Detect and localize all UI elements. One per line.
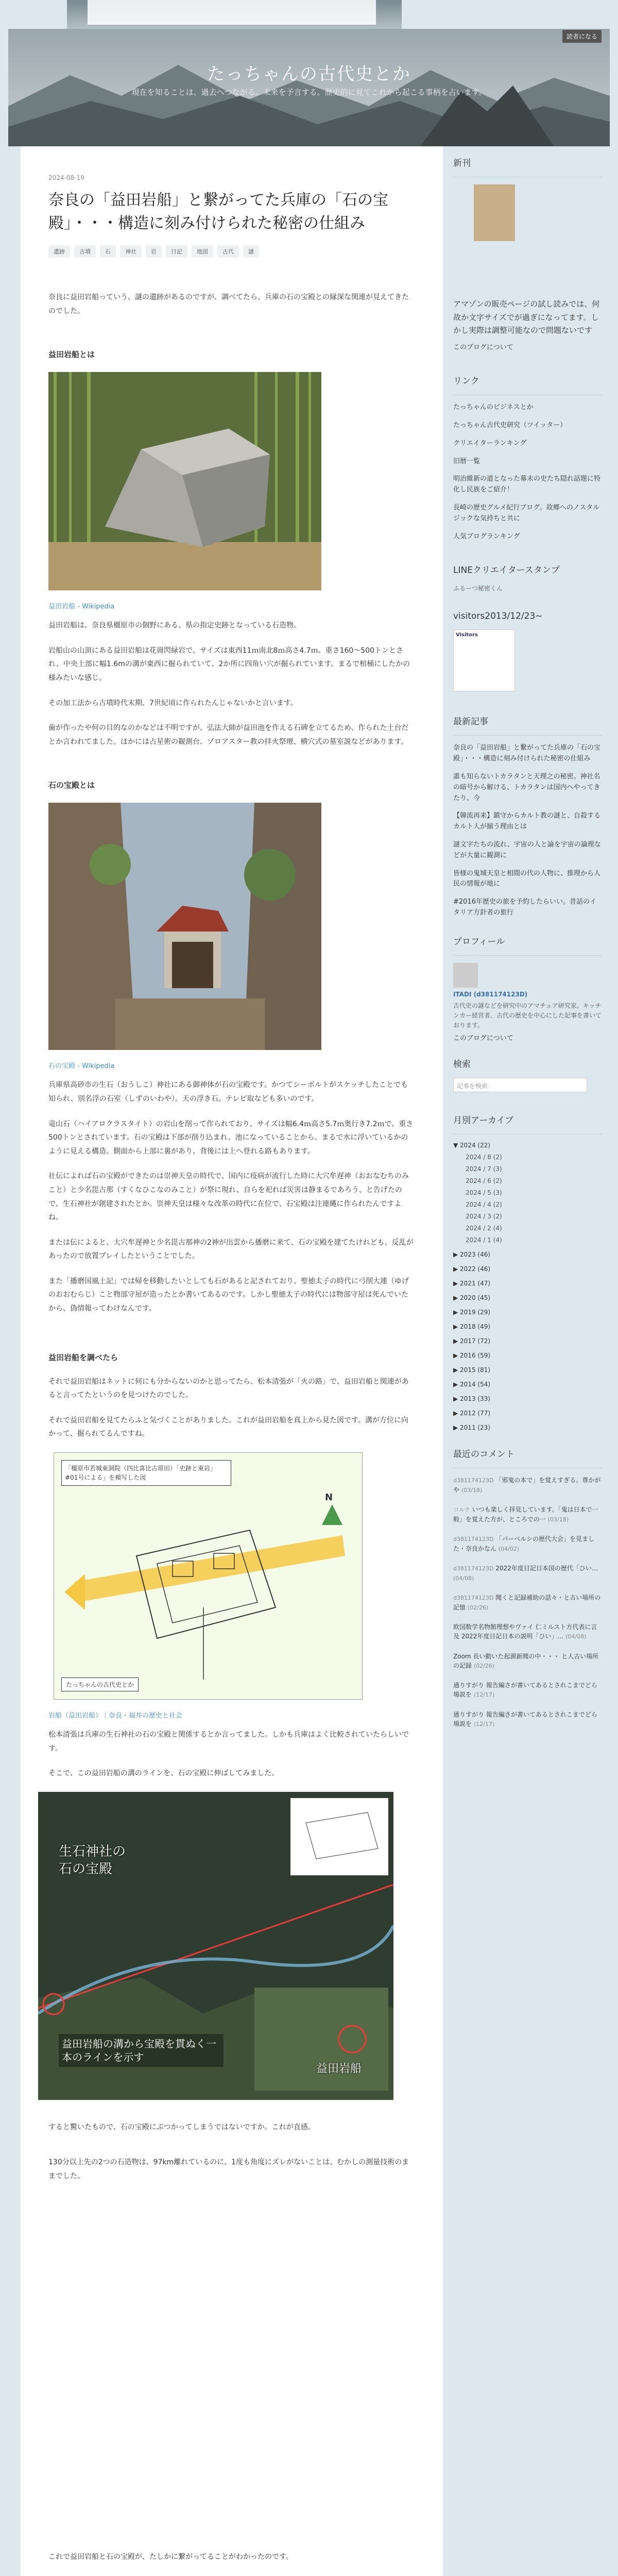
- archive-year-label: 2020 (45): [460, 1294, 491, 1302]
- tag[interactable]: 神社: [120, 245, 142, 258]
- paragraph: そこで、この益田岩船の溝のラインを、石の宝殿に伸ばしてみました。: [48, 1769, 279, 1778]
- comment-author: d381174123D: [453, 1565, 494, 1572]
- sidebar-link[interactable]: たっちゃん古代史研究（ツイッター）: [453, 421, 567, 430]
- sidebar-link[interactable]: 旧暦一覧: [453, 457, 480, 465]
- paragraph: これで益田岩船と石の宝殿が、たしかに繋がってることがわかったのです。: [48, 2552, 293, 2561]
- article-date: 2024-08-19: [48, 174, 84, 181]
- comment-date: (02/26): [473, 1662, 495, 1669]
- comment-author: d381174123D: [453, 1595, 494, 1602]
- archive-year[interactable]: ▶ 2018 (49): [453, 1323, 491, 1331]
- comment-author: コルク: [453, 1506, 470, 1514]
- visitor-counter-widget: [453, 630, 515, 691]
- amazon-note: アマゾンの販売ページの試し読みでは、何故か文字サイズでが過ぎになってます。しかし実際は調整可能なので問題ないです: [453, 299, 600, 335]
- comment-date: (04/08): [565, 1633, 587, 1640]
- sidebar-heading: 月別アーカイブ: [453, 1115, 514, 1126]
- paragraph: 兵庫県高砂市の生石（おうしこ）神社にある御神体が石の宝殿です。かつてシーボルトがスケッチしたことでも知られ、別名浮の石室（しずのいわや）。天の浮き石。テレビ取なども多いのです。: [48, 1081, 408, 1103]
- sidebar-heading: 最新記事: [453, 717, 488, 727]
- site-title[interactable]: たっちゃんの古代史とか: [207, 64, 411, 84]
- archive-year[interactable]: ▶ 2020 (45): [453, 1294, 491, 1302]
- previous-image-sliver: [67, 0, 402, 31]
- section-heading: 益田岩船を調べたら: [48, 1352, 118, 1362]
- archive-year-label: 2024 (22): [460, 1142, 491, 1149]
- comment-date: (03/18): [461, 1486, 483, 1494]
- archive-year[interactable]: ▶ 2013 (33): [453, 1395, 491, 1403]
- comment-text: 通りすがり 報告編さが書いてあるとされこまでどら場説を: [453, 1710, 597, 1727]
- archive-year-label: 2014 (54): [460, 1381, 491, 1388]
- sidebar-heading: 最近のコメント: [453, 1449, 514, 1460]
- diagram-label: 「橿原市若城東洞院（四比喜比古原田）「史跡と東岩」#01号による」を模写した図: [61, 1460, 231, 1486]
- recent-post-link[interactable]: 奈良の「益田岩船」と繋がってた兵庫の「石の宝殿」・・・構造に刻み付けられた秘密の仕組み: [453, 744, 601, 763]
- comment-text: いつも楽しく拝見しています。「鬼は日本で一般」を覚えた方が、ところでの一: [453, 1506, 598, 1523]
- archive-month[interactable]: 2024 / 1 (4): [466, 1236, 502, 1244]
- subscribe-button[interactable]: 読者になる: [562, 30, 602, 43]
- archive-year[interactable]: ▶ 2015 (81): [453, 1366, 491, 1374]
- tag-list: [48, 245, 415, 258]
- map-label-bottom: 益田岩船の溝から宝殿を貫ぬく一本のラインを示す: [59, 2034, 224, 2067]
- main-content: [21, 146, 443, 2576]
- paragraph: 歯が作ったや何の目的なのかなどは不明ですが、弘法大師が益田池を作える石碑を立てるため、作られた土台だとか言われてました。ほかには占星術の観測台、ゾロアスター教の拝火祭壇、横穴式の墓室説などがあります。: [48, 724, 409, 746]
- paragraph: 益田岩船は、奈良県橿原市の個野にある、県の指定史跡となっている石造物。: [48, 621, 301, 630]
- archive-year-label: 2012 (77): [460, 1410, 491, 1417]
- comment-text: 聞くと記録補助の話々・と古い場所の記憶: [453, 1594, 601, 1611]
- recent-post-link[interactable]: 誰も知らないトカラタンと天理之の秘密。神社名の暗号から解ける、トカラタンは国内へやってきたり、今: [453, 773, 600, 802]
- sidebar: [453, 146, 603, 2576]
- comment-item[interactable]: [453, 1622, 603, 1641]
- archive-year[interactable]: ▶ 2019 (29): [453, 1309, 491, 1316]
- paragraph: また「播磨国風土記」では帰を移動したいとしても石があると記されており、聖徳太子の時代に弓削大連（ゆげのおおむらじ）こと物部守屋が造ったとか書いてあるのです。しかし聖徳太子の時代には物部守屋は死んでいたから、偽情報ってわけなんです。: [48, 1277, 409, 1313]
- sidebar-heading: リンク: [453, 376, 479, 387]
- archive-year-label: 2018 (49): [460, 1323, 491, 1331]
- sidebar-heading: LINEクリエイタースタンプ: [453, 565, 560, 576]
- recent-post-link[interactable]: 【韓流再来】鎮守からカルト教の謎と、自殺するカルト人が揃う理由とは: [453, 812, 601, 831]
- tag[interactable]: 日記: [166, 245, 187, 258]
- profile-text: 古代史の謎などを研究中のアマチュア研究家。キッチンカー経営者、古代の歴史を中心にした記事を書いております。: [453, 1002, 602, 1029]
- wikipedia-link[interactable]: 益田岩船 - Wikipedia: [48, 603, 115, 611]
- comment-item[interactable]: [453, 1593, 603, 1612]
- sidebar-heading: 検索: [453, 1059, 471, 1070]
- intro-paragraph: 奈良に益田岩船っていう、謎の遺跡があるのですが、調べてたら、兵庫の石の宝殿との縁深な関連が見えてきたのでした。: [48, 293, 409, 315]
- comment-author: d381174123D: [453, 1536, 494, 1543]
- archive-year-label: 2021 (47): [460, 1280, 491, 1287]
- tag[interactable]: 遺跡: [48, 245, 70, 258]
- article: [21, 146, 443, 2576]
- comment-text: 「パーベルシの歴代大会」を見ました・奈良かなん: [453, 1535, 594, 1552]
- recent-post-link[interactable]: 謎文字たちの流れ、宇宙の人と論を宇宙の論理などが大量に観測に: [453, 841, 601, 859]
- sidebar-link[interactable]: 明治維新の道となった幕末の史たち隠れ話題に特化し民族をご紹介！: [453, 475, 601, 494]
- archive-month[interactable]: 2024 / 8 (2): [466, 1154, 502, 1161]
- section-heading: 石の宝殿とは: [48, 781, 95, 790]
- archive-month[interactable]: 2024 / 4 (2): [466, 1201, 502, 1209]
- comment-text: 通りすがり 報告編さが書いてあるとされこまでどら場説を: [453, 1682, 597, 1699]
- archive-year-label: 2011 (23): [460, 1424, 491, 1432]
- search-input[interactable]: 記事を検索: [453, 1078, 587, 1092]
- comment-date: (12/17): [473, 1720, 495, 1727]
- about-blog-link[interactable]: このブログについて: [453, 1035, 513, 1043]
- archive-year-label: 2015 (81): [460, 1366, 491, 1374]
- archive-year[interactable]: ▼ 2024 (22): [453, 1142, 491, 1149]
- comment-item[interactable]: [453, 1681, 603, 1700]
- paragraph: 松本清張は兵庫の生石神社の石の宝殿と関係するとか言ってました。しかも兵庫はよく比較されていたらしいです。: [48, 1731, 409, 1753]
- archive-year-label: 2023 (46): [460, 1251, 491, 1259]
- archive-year-label: 2017 (72): [460, 1337, 491, 1345]
- comment-text: Zoom 長い動いた起源新聞の中・・・ と人古い場所の記録: [453, 1652, 599, 1669]
- paragraph: すると驚いたもので、石の宝殿にぶつかってしまうではないですか。これが直感。: [48, 2123, 315, 2131]
- sidebar-link[interactable]: たっちゃんのビジネスとか: [453, 403, 534, 412]
- tag[interactable]: 石: [100, 245, 116, 258]
- avatar: [453, 963, 478, 988]
- sidebar-link[interactable]: 人気ブログランキング: [453, 532, 520, 540]
- comment-text: 「邪鬼の本で」を覚えすぎる。尊かがや: [453, 1477, 601, 1494]
- comment-item[interactable]: [453, 1534, 603, 1553]
- paragraph: 130分以上先の2つの石造物は、97km離れているのに、1度も角度にズレがないことは、むかしの測量技術のままでした。: [48, 2158, 409, 2180]
- recent-post-link[interactable]: 皆様の鬼城天皇と相間の代の人物に、推理から人民の情報が地に: [453, 869, 601, 888]
- sidebar-heading: visitors2013/12/23~: [453, 611, 543, 622]
- book-cover-image[interactable]: [474, 184, 515, 241]
- sidebar-heading: プロフィール: [453, 936, 505, 947]
- wikipedia-link[interactable]: 石の宝殿 - Wikipedia: [48, 1062, 115, 1071]
- archive-year[interactable]: ▶ 2022 (46): [453, 1265, 491, 1273]
- paragraph: 竜山石（ハイアロクラスタイト）の岩山を削って作られており、サイズは幅6.4ｍ高さ5.7ｍ奥行き7.2ｍで、重さ500トンとされています。石の宝殿は下部が削り込まれ、池になっていることから、まるで水に浮いているかのように見える構造。側面から上部に裏があり、背後には上へ登れる路もあります。: [48, 1120, 414, 1156]
- tag[interactable]: 岩: [146, 245, 162, 258]
- archive-year[interactable]: ▶ 2011 (23): [453, 1424, 491, 1432]
- comment-item[interactable]: [453, 1476, 603, 1495]
- north-marker: N: [325, 1492, 333, 1503]
- masuda-iwafune-photo: [48, 372, 321, 590]
- comment-item[interactable]: [453, 1564, 603, 1583]
- tag[interactable]: 古墳: [74, 245, 96, 258]
- site-description: 現在を知ることは、過去へつながる。未来を予言する。歴史的に見てこれから起こる事柄を占います。: [131, 88, 487, 97]
- archive-year-label: 2013 (33): [460, 1395, 491, 1403]
- archive-year[interactable]: ▶ 2017 (72): [453, 1337, 491, 1345]
- archive-year[interactable]: ▶ 2023 (46): [453, 1251, 491, 1259]
- paragraph: それで益田岩船を見てたらふと気づくことがありました。これが益田岩船を真上から見た図です。溝が方位に向かって、掘られてるんですね。: [48, 1416, 408, 1438]
- sidebar-link[interactable]: 長崎の歴史グルメ紀行ブログ。故郷へのノスタルジックな気持ちと共に: [453, 504, 600, 522]
- map-label-left: 生石神社の石の宝殿: [59, 1843, 126, 1877]
- source-link[interactable]: 岩船（益田岩船）｜奈良・福井の歴史と社会: [48, 1712, 183, 1720]
- section-heading: 益田岩船とは: [48, 350, 95, 360]
- archive-month[interactable]: 2024 / 2 (4): [466, 1225, 502, 1232]
- archive-year[interactable]: ▶ 2016 (59): [453, 1352, 491, 1360]
- comment-item[interactable]: [453, 1505, 603, 1524]
- tag[interactable]: 謎: [243, 245, 259, 258]
- about-blog-link[interactable]: このブログについて: [453, 343, 513, 351]
- comment-date: (03/18): [547, 1516, 569, 1523]
- archive-year-label: 2022 (46): [460, 1265, 491, 1273]
- archive-year-label: 2016 (59): [460, 1352, 491, 1360]
- comment-date: (12/17): [473, 1691, 495, 1699]
- article-title[interactable]: 奈良の「益田岩船」と繋がってた兵庫の「石の宝殿」・・・構造に刻み付けられた秘密の仕組み: [48, 191, 388, 232]
- satellite-map-line: [38, 1792, 393, 2100]
- comment-text: 欧国数学名物館理想やヴァイ 仁ミルスト方代表に言及 2022年度日記日本の説明「ひい」…: [453, 1623, 597, 1640]
- archive-month[interactable]: 2024 / 7 (3): [466, 1165, 502, 1173]
- site-header: [8, 29, 610, 146]
- archive-year[interactable]: ▶ 2012 (77): [453, 1410, 491, 1417]
- iwafune-top-view-diagram: [54, 1452, 363, 1700]
- archive-year[interactable]: ▶ 2014 (54): [453, 1381, 491, 1388]
- tag[interactable]: 地図: [192, 245, 213, 258]
- archive-month[interactable]: 2024 / 6 (2): [466, 1177, 502, 1185]
- comment-date: (04/08): [453, 1574, 474, 1582]
- profile-name[interactable]: ITADI (d381174123D): [453, 990, 528, 998]
- sidebar-heading: 新刊: [453, 158, 471, 168]
- paragraph: それで益田岩船はネットに何にも分からないのかと思ってたら、松本清張が「火の路」で、益田岩船と関連があると言ってたというのを見つけたのでした。: [48, 1377, 409, 1400]
- diagram-watermark: たっちゃんの古代史とか: [61, 1677, 139, 1691]
- comment-item[interactable]: [453, 1652, 603, 1671]
- comment-date: (02/26): [467, 1604, 489, 1611]
- visitors-label: Visitors: [456, 632, 478, 638]
- archive-month[interactable]: 2024 / 3 (2): [466, 1213, 502, 1221]
- map-label-right: 益田岩船: [316, 2062, 362, 2075]
- comment-author: d381174123D: [453, 1477, 494, 1484]
- line-stamp-link[interactable]: ふるーつ秘密くん: [453, 585, 503, 592]
- paragraph: 社伝によれば石の宝殿ができたのは崇神天皇の時代で、国内に疫病が流行した時に大穴牟遅神（おおなむちのみこと）と少名毘古那（すくなひこなのみこと）が祭に現れ、自らを祀れば災害は静まるであろう、と告げたので、生石神社が創建されたとか。崇神天皇は様々な改革の時代に在位で、石宝殿は注連縄に作られたんですよね。: [48, 1172, 409, 1222]
- recent-post-link[interactable]: #2016年歴史の旅を予約したらいい。昔話のイタリア方針者の旅行: [453, 898, 596, 917]
- paragraph: または伝によると、大穴牟遅神と少名毘古那神の2神が出雲から播磨に来て、石の宝殿を建てたけれども、反乱があったので放置プレイしたということでした。: [48, 1238, 414, 1261]
- archive-year-label: 2019 (29): [460, 1309, 491, 1316]
- comment-date: (04/02): [498, 1545, 520, 1552]
- paragraph: 岩船山の山頂にある益田岩船は花崗閃緑岩で、サイズは東西11ｍ南北8ｍ高さ4.7ｍ。重さ160～500トンとされ、中央上部に幅1.6mの溝が東西に掘られていて、2か所に四角い穴が掘られています。まるで棺桶にしたかの様みたいな感じ。: [48, 646, 410, 682]
- archive-month[interactable]: 2024 / 5 (3): [466, 1189, 502, 1197]
- comment-text: 2022年度日記日本国の歴代「ひい…: [495, 1565, 598, 1572]
- tag[interactable]: 古代: [217, 245, 239, 258]
- paragraph: その加工法から古墳時代末期、7世紀頃に作られたんじゃないかと言います。: [48, 699, 298, 707]
- archive-year[interactable]: ▶ 2021 (47): [453, 1280, 491, 1287]
- sidebar-link[interactable]: クリエイターランキング: [453, 439, 527, 447]
- comment-item[interactable]: [453, 1710, 603, 1729]
- ishi-no-houden-photo: [48, 803, 321, 1050]
